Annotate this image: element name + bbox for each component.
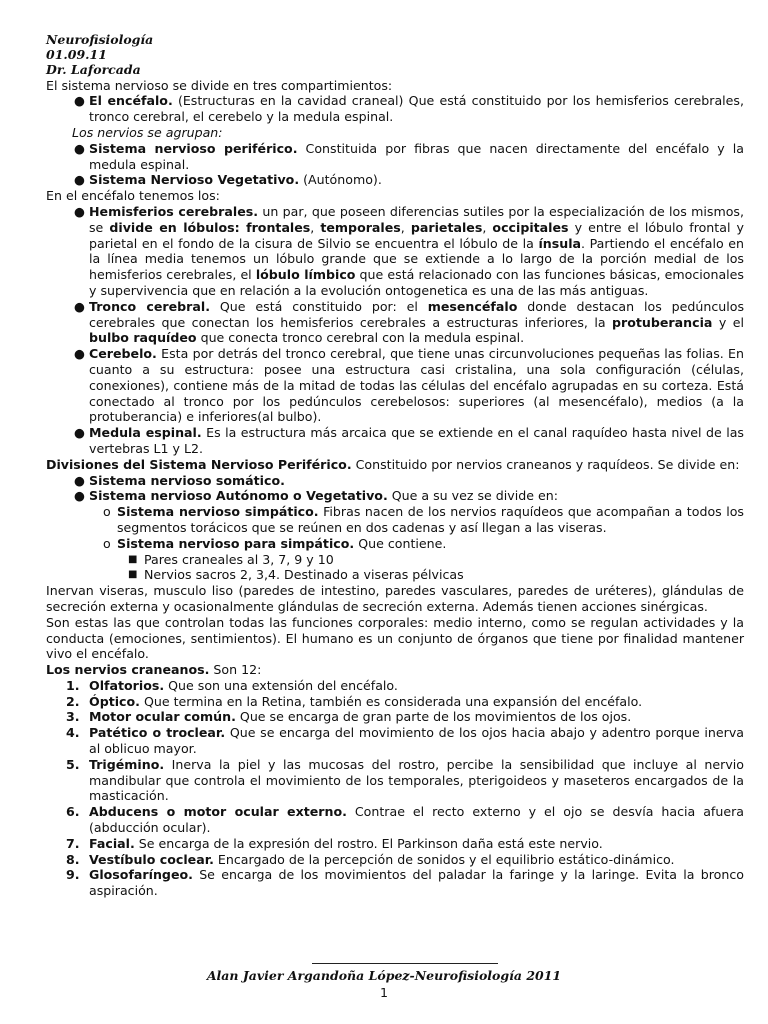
bullet-icon: ●	[74, 93, 85, 109]
square-bullet-icon: ■	[128, 553, 138, 565]
term-snp: Sistema nervioso periférico.	[89, 140, 298, 156]
item-number: 7.	[66, 835, 80, 851]
numbered-item	[46, 757, 744, 804]
term-simpatico: Sistema nervioso simpático.	[117, 504, 319, 520]
page-number: 1	[379, 985, 388, 1000]
bold-fragment: mesencéfalo	[427, 298, 518, 314]
paragraph-divisiones	[46, 457, 744, 473]
list-item-somatico	[46, 473, 744, 489]
text-snp: Constituida por fibras que nacen directamente del encéfalo y la medula espinal.	[89, 140, 744, 172]
bullet-icon: ●	[74, 346, 85, 362]
bold-fragment: ínsula	[538, 235, 582, 251]
term-craneanos: Los nervios craneanos.	[46, 662, 210, 678]
term-autonomo: Sistema nervioso Autónomo o Vegetativo.	[89, 488, 388, 504]
term-divisiones: Divisiones del Sistema Nervioso Periférico.	[46, 456, 352, 472]
term-somatico: Sistema nervioso somático.	[89, 472, 285, 488]
item-number: 6.	[66, 804, 80, 820]
nerve-description: Que se encarga de gran parte de los movimientos de los ojos.	[235, 709, 632, 725]
paragraph-inervan: Inervan viseras, musculo liso (paredes de intestino, paredes vasculares, paredes de uréteres), glándulas de secreción externa y ocasionalmente glándulas de secreción externa. Además tienen acciones sinérgicas.	[46, 583, 744, 614]
nerve-name: Patético o troclear.	[89, 725, 226, 741]
list-item-pares	[46, 552, 744, 568]
text-parasimpatico: Que contiene.	[354, 535, 447, 551]
list-item-medula	[46, 425, 744, 457]
text-fragment: y entre el lóbulo frontal y parietal en el fondo de la cisura de Silvio se encuentra el lóbulo de la	[89, 219, 744, 251]
term-cerebelo: Cerebelo.	[89, 346, 157, 362]
term-parasimpatico: Sistema nervioso para simpático.	[117, 535, 355, 551]
document-header	[46, 32, 744, 78]
header-date: 01.09.11	[46, 47, 107, 63]
item-number: 5.	[66, 756, 80, 772]
numbered-item	[46, 852, 744, 868]
nerve-description: Encargado de la percepción de sonidos y el equilibrio estático-dinámico.	[213, 851, 675, 867]
text-fragment: ,	[482, 219, 493, 235]
list-item-cerebelo	[46, 346, 744, 425]
item-number: 3.	[66, 709, 80, 725]
text-autonomo: Que a su vez se divide en:	[387, 488, 558, 504]
header-author: Dr. Laforcada	[46, 62, 141, 78]
numbered-item	[46, 804, 744, 836]
term-encefalo: El encéfalo.	[89, 93, 173, 109]
text-fragment: . Partiendo el encéfalo en la línea media tenemos un lóbulo grande que se extiende a lo largo de la porción medial de los hemisferios cerebrales, el	[89, 235, 744, 283]
term-tronco: Tronco cerebral.	[89, 298, 210, 314]
numbered-item	[46, 836, 744, 852]
list-item-parasimpatico	[46, 536, 744, 552]
bold-fragment: bulbo raquídeo	[89, 330, 197, 346]
bold-fragment: occipitales	[492, 219, 569, 235]
nerve-description: Inerva la piel y las mucosas del rostro, percibe la sensibilidad que incluye al nervio mandibular que controla el movimiento de los temporales, pterigoideos y maseteros encargados de la masticación.	[89, 756, 744, 804]
text-fragment: y el	[712, 314, 744, 330]
list-item-hemisferios	[46, 204, 744, 299]
nerve-description: Que termina en la Retina, también es considerada una expansión del encéfalo.	[139, 693, 643, 709]
footer-divider	[312, 963, 498, 964]
nerve-name: Facial.	[89, 835, 135, 851]
list-item-autonomo	[46, 488, 744, 504]
bold-fragment: lóbulo límbico	[255, 267, 356, 283]
text-encefalo: (Estructuras en la cavidad craneal) Que está constituido por los hemisferios cerebrales, tronco cerebral, el cerebelo y la medula espinal.	[89, 93, 744, 125]
nerve-description: Que se encarga del movimiento de los ojos hacia abajo y adentro porque inerva al oblicuo mayor.	[89, 725, 745, 757]
nerve-description: Se encarga de la expresión del rostro. El Parkinson daña está este nervio.	[134, 835, 603, 851]
intro-paragraph: El sistema nervioso se divide en tres compartimientos:	[46, 77, 393, 93]
bullet-icon: ●	[74, 140, 85, 156]
nerve-name: Glosofaríngeo.	[89, 867, 193, 883]
square-bullet-icon: ■	[128, 569, 138, 581]
nerve-name: Motor ocular común.	[89, 709, 236, 725]
note-nervios: Los nervios se agrupan:	[72, 125, 223, 140]
bullet-icon: ●	[74, 172, 85, 188]
paragraph-craneanos	[46, 662, 744, 678]
bullet-icon: ●	[74, 488, 85, 504]
item-number: 1.	[66, 677, 80, 693]
circle-bullet-icon: o	[103, 535, 111, 551]
item-number: 4.	[66, 725, 80, 741]
nerve-description: Se encarga de los movimientos del paladar la faringe y la laringe. Evita la bronco aspiración.	[89, 867, 744, 899]
header-title: Neurofisiología	[46, 32, 154, 47]
list-item-sacros	[46, 567, 744, 583]
text-snv: (Autónomo).	[299, 172, 382, 188]
page-footer: Alan Javier Argandoña López-Neurofisiología 2011	[206, 968, 562, 983]
term-snv: Sistema Nervioso Vegetativo.	[89, 172, 300, 188]
text-fragment: que conecta tronco cerebral con la medula espinal.	[196, 330, 525, 346]
numbered-item	[46, 678, 744, 694]
numbered-item	[46, 694, 744, 710]
list-item-tronco	[46, 299, 744, 346]
item-number: 9.	[66, 867, 80, 883]
bold-fragment: temporales	[320, 219, 401, 235]
text-pares: Pares craneales al 3, 7, 9 y 10	[144, 551, 334, 567]
nerve-name: Olfatorios.	[89, 677, 165, 693]
bold-fragment: divide en lóbulos: frontales	[109, 219, 311, 235]
text-simpatico: Fibras nacen de los nervios raquídeos que acompañan a todos los segmentos torácicos que se reúnen en dos cadenas y así llegan a las viseras.	[117, 504, 744, 535]
bullet-icon: ●	[74, 425, 85, 441]
nerve-name: Abducens o motor ocular externo.	[89, 804, 347, 820]
text-divisiones: Constituido por nervios craneanos y raquídeos. Se divide en:	[351, 456, 740, 472]
bullet-icon: ●	[74, 298, 85, 314]
nerve-name: Trigémino.	[89, 756, 165, 772]
numbered-item	[46, 709, 744, 725]
text-craneanos: Son 12:	[209, 662, 262, 678]
nerve-description: Contrae el recto externo y el ojo se desvía hacia afuera (abducción ocular).	[89, 804, 744, 836]
nerve-description: Que son una extensión del encéfalo.	[164, 677, 398, 693]
text-fragment: ,	[400, 219, 411, 235]
term-hemisferios: Hemisferios cerebrales.	[89, 203, 259, 219]
item-number: 2.	[66, 693, 80, 709]
text-fragment: ,	[310, 219, 321, 235]
list-item-snp	[46, 141, 744, 173]
text-fragment: donde destacan los pedúnculos cerebrales que conectan los hemisferios cerebrales a estructuras inferiores, la	[89, 298, 745, 330]
list-item-simpatico	[46, 504, 744, 536]
item-number: 8.	[66, 851, 80, 867]
text-medula: Es la estructura más arcaica que se extiende en el canal raquídeo hasta nivel de las vertebras L1 y L2.	[89, 425, 744, 456]
text-fragment: un par, que poseen diferencias sutiles por la especialización de los mismos, se	[89, 203, 744, 235]
paragraph-son-estas: Son estas las que controlan todas las funciones corporales: medio interno, como se regulan actividades y la conducta (emociones, sentimientos). El humano es un conjunto de órganos que tiene por finalidad mantener vivo el encéfalo.	[46, 614, 744, 662]
nerve-name: Óptico.	[89, 693, 140, 709]
circle-bullet-icon: o	[103, 504, 111, 520]
term-medula: Medula espinal.	[89, 425, 202, 441]
text-fragment: Que está constituido por: el	[210, 298, 428, 314]
text-sacros: Nervios sacros 2, 3,4. Destinado a viseras pélvicas	[144, 567, 464, 583]
numbered-item	[46, 867, 744, 899]
paragraph-en-encefalo: En el encéfalo tenemos los:	[46, 188, 220, 204]
bullet-icon: ●	[74, 472, 85, 488]
bold-fragment: protuberancia	[612, 314, 713, 330]
numbered-item	[46, 725, 744, 757]
text-cerebelo: Esta por detrás del tronco cerebral, que tiene unas circunvoluciones pequeñas las folias. En cuanto a su estructura: posee una estructura casi cristalina, una sola configuración (células, conexiones), contiene más de la mitad de todas las células del encéfalo agrupadas en su corteza. Está conectado al tronco por los pedúnculos cerebelosos: superiores (al mesencéfalo), medios (a la protuberancia) e inferiores(al bulbo).	[89, 346, 744, 425]
bold-fragment: parietales	[410, 219, 483, 235]
list-item-encefalo	[46, 93, 744, 125]
bullet-icon: ●	[74, 203, 85, 219]
nerve-name: Vestíbulo coclear.	[89, 851, 214, 867]
text-fragment: que está relacionado con las funciones básicas, emocionales y supervivencia que en relación a la evolución ontogenetica es una de las más antiguas.	[89, 267, 744, 298]
list-item-snv	[46, 172, 744, 188]
